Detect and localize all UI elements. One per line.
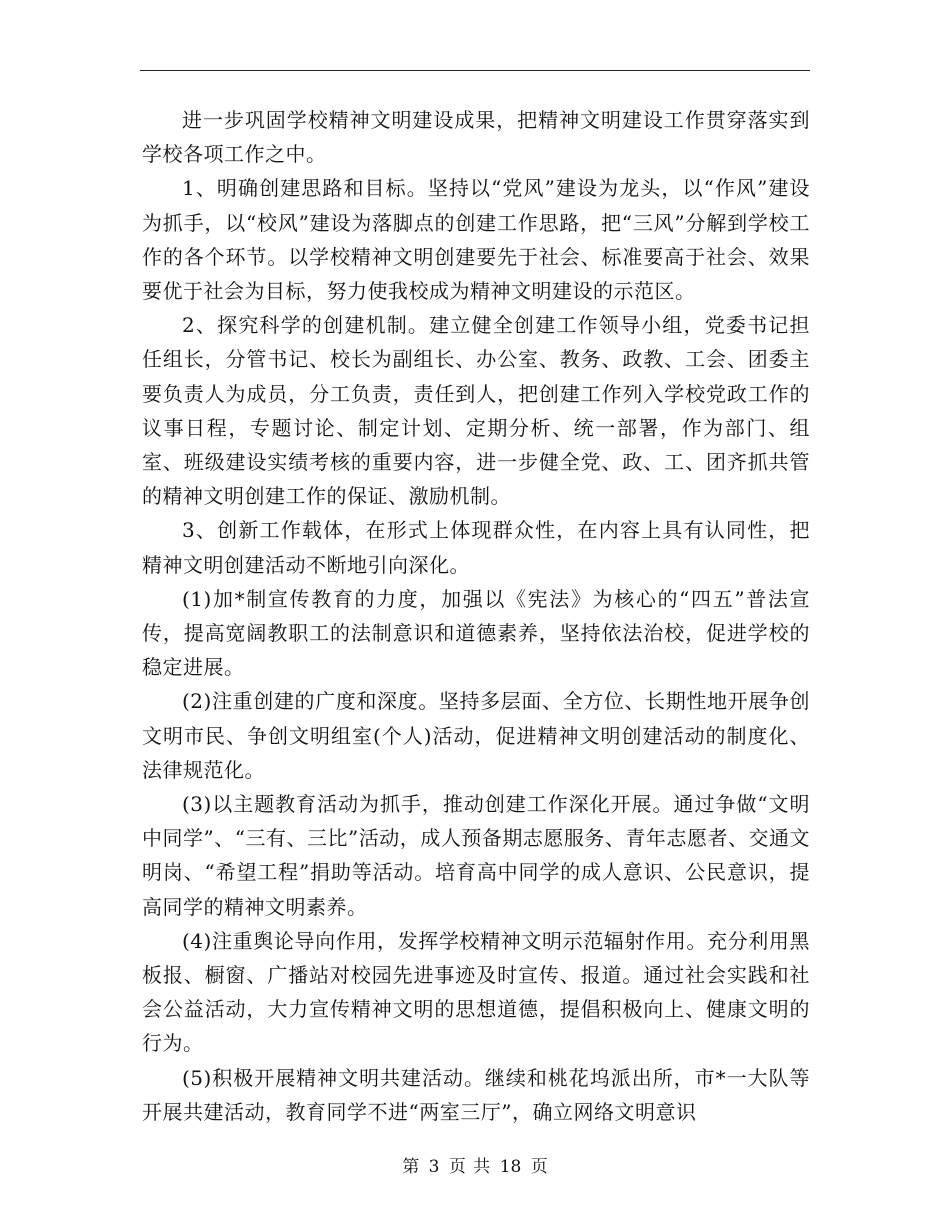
footer-prefix: 第 bbox=[402, 1157, 420, 1177]
footer-middle: 页 共 bbox=[448, 1157, 491, 1177]
paragraph-item-2: 2、探究科学的创建机制。建立健全创建工作领导小组，党委书记担任组长，分管书记、校长为副组长、办公室、教务、政教、工会、团委主要负责人为成员，分工负责，责任到人，把创建工作列入学校党政工作的议事日程，专题讨论、制定计划、定期分析、统一部署，作为部门、组室、班级建设实绩考核的重要内容，进一步健全党、政、工、团齐抓共管的精神文明创建工作的保证、激励机制。 bbox=[142, 313, 810, 509]
header-rule bbox=[140, 70, 810, 71]
footer-total-pages: 18 bbox=[499, 1157, 522, 1177]
paragraph-sub-3: (3)以主题教育活动为抓手，推动创建工作深化开展。通过争做“文明中同学”、“三有、三比”活动，成人预备期志愿服务、青年志愿者、交通文明岗、“希望工程”捐助等活动。培育高中同学的成人意识、公民意识，提高同学的精神文明素养。 bbox=[142, 792, 810, 919]
document-body bbox=[142, 103, 810, 1129]
page-footer bbox=[0, 1152, 950, 1177]
paragraph-sub-1: (1)加*制宣传教育的力度，加强以《宪法》为核心的“四五”普法宣传，提高宽阔教职工的法制意识和道德素养，坚持依法治校，促进学校的稳定进展。 bbox=[142, 586, 810, 680]
paragraph-sub-4: (4)注重舆论导向作用，发挥学校精神文明示范辐射作用。充分利用黑板报、橱窗、广播站对校园先进事迹及时宣传、报道。通过社会实践和社会公益活动，大力宣传精神文明的思想道德，提倡积极向上、健康文明的行为。 bbox=[142, 928, 810, 1056]
footer-current-page: 3 bbox=[428, 1157, 440, 1177]
paragraph-intro: 进一步巩固学校精神文明建设成果，把精神文明建设工作贯穿落实到学校各项工作之中。 bbox=[142, 108, 810, 167]
paragraph-sub-5: (5)积极开展精神文明共建活动。继续和桃花坞派出所，市*一大队等开展共建活动，教育同学不进“两室三厅”，确立网络文明意识 bbox=[142, 1065, 810, 1124]
paragraph-item-1: 1、明确创建思路和目标。坚持以“党风”建设为龙头，以“作风”建设为抓手，以“校风”建设为落脚点的创建工作思路，把“三风”分解到学校工作的各个环节。以学校精神文明创建要先于社会、标准要高于社会、效果要优于社会为目标，努力使我校成为精神文明建设的示范区。 bbox=[142, 176, 810, 304]
paragraph-sub-2: (2)注重创建的广度和深度。坚持多层面、全方位、长期性地开展争创文明市民、争创文明组室(个人)活动，促进精神文明创建活动的制度化、法律规范化。 bbox=[142, 689, 810, 782]
footer-suffix: 页 bbox=[530, 1157, 548, 1177]
paragraph-item-3: 3、创新工作载体，在形式上体现群众性，在内容上具有认同性，把精神文明创建活动不断地引向深化。 bbox=[142, 518, 810, 577]
